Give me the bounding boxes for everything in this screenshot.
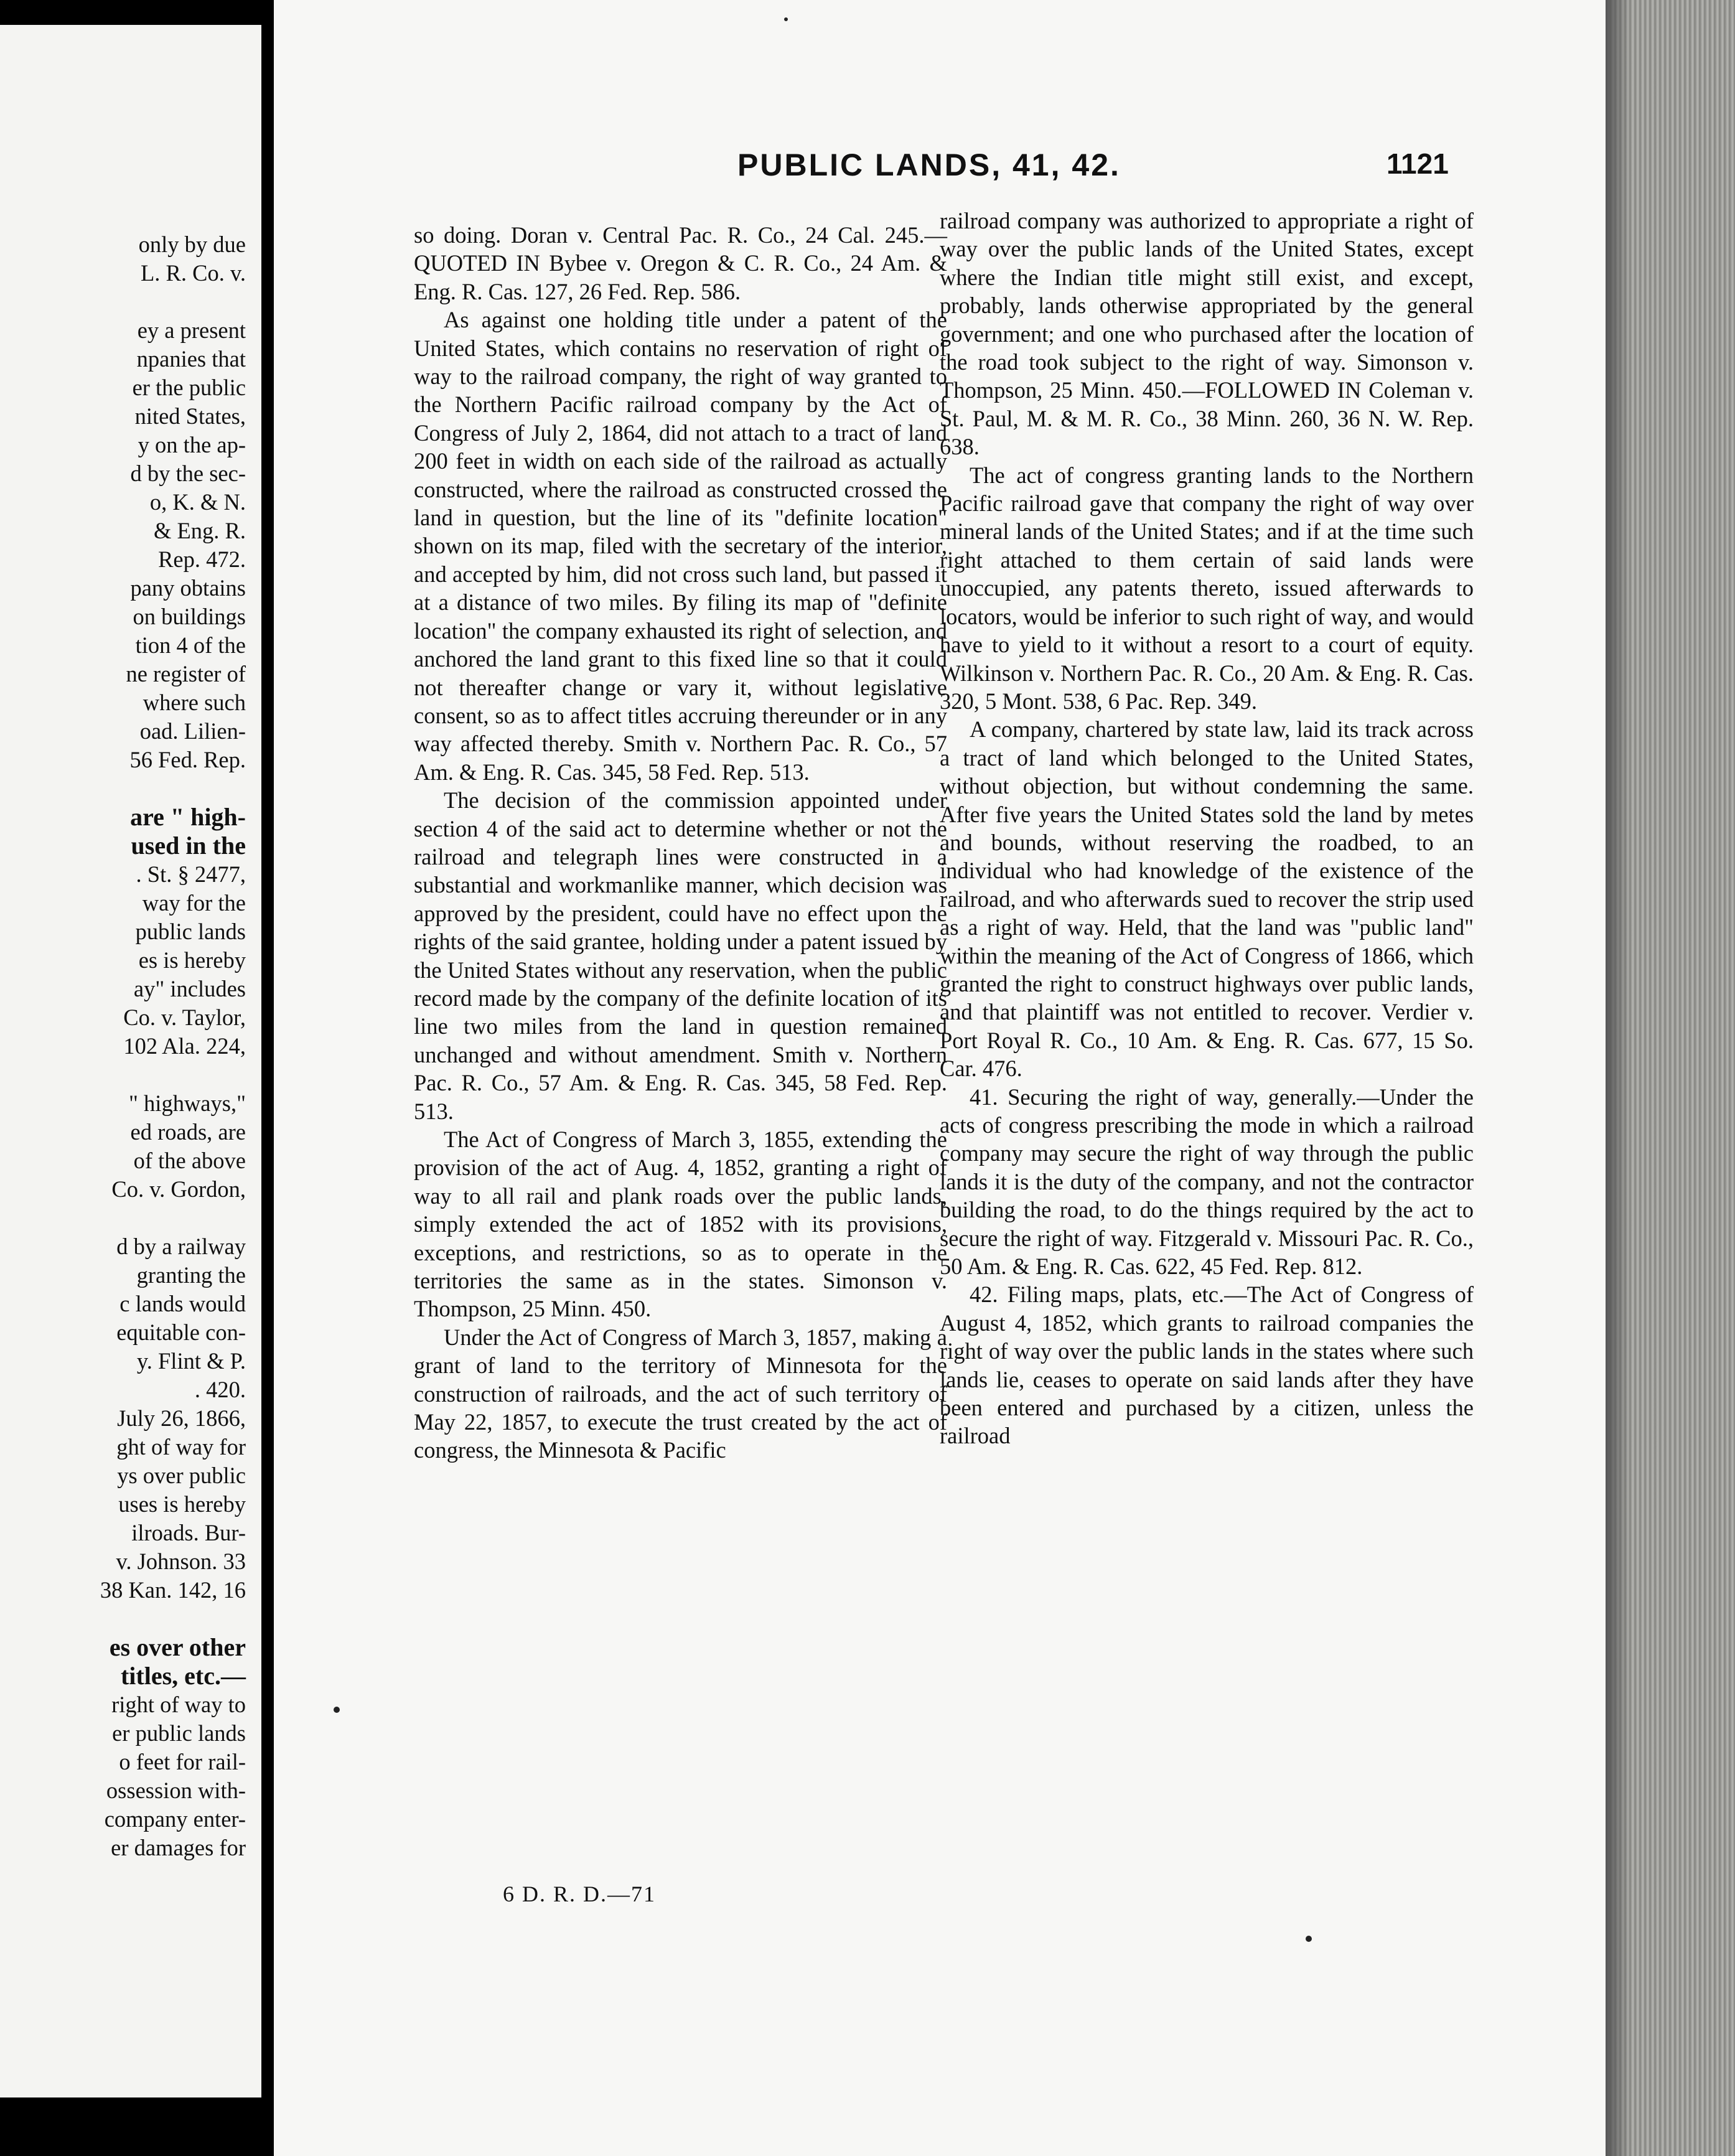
left-fragment-line: y. Flint & P. (136, 1348, 246, 1374)
left-fragment-line: " highways," (129, 1090, 246, 1116)
left-fragment-line: where such (143, 690, 246, 715)
left-fragment-line: July 26, 1866, (117, 1405, 246, 1431)
left-fragment-line (0, 774, 246, 803)
ink-dot (1306, 1936, 1312, 1942)
paragraph: The Act of Congress of March 3, 1855, extending the provision of the act of Aug. 4, 1852, granting a right of way to all rail and plank roads over the public lands, simply extended the act of 1852 with its provisions, exceptions, and restrictions, so as to operate in the territories the same as in the states. Simonson v. Thompson, 25 Minn. 450. (414, 1127, 947, 1322)
left-fragment-line: er damages for (111, 1835, 246, 1860)
left-fragment-line (0, 288, 246, 316)
left-fragment-line: o, K. & N. (149, 489, 246, 515)
left-fragment-line: ey a present (137, 317, 246, 343)
left-fragment-line: Co. v. Taylor, (123, 1005, 246, 1030)
left-fragment-line: ne register of (126, 661, 246, 687)
left-fragment-line: right of way to (111, 1692, 246, 1717)
left-fragment-line: ed roads, are (130, 1119, 246, 1145)
left-fragment-line: & Eng. R. (153, 518, 246, 543)
left-fragment-line: ossession with- (106, 1778, 246, 1803)
left-fragment-line: Rep. 472. (158, 546, 246, 572)
ink-dot (334, 1707, 340, 1713)
left-fragment-line: of the above (133, 1148, 246, 1173)
left-fragment-line: public lands (135, 919, 246, 944)
left-fragment-line: titles, etc.— (120, 1662, 246, 1690)
left-fragment-line: y on the ap- (138, 432, 246, 457)
paragraph: A company, chartered by state law, laid its track across a tract of land which belonged to the United States, without objection, but without condemning the same. After five years the United States sold the land by metes and bounds, without reserving the roadbed, to an individual who had knowledge of the existence of the railroad, and who afterwards sued to recover the strip used as a right of way. Held, that the land was "public land" within the meaning of the Act of Congress of 1866, which granted the right to construct highways over public lands, and that plaintiff was not entitled to recover. Verdier v. Port Royal R. Co., 10 Am. & Eng. R. Cas. 677, 15 So. Car. 476. (940, 716, 1474, 1082)
left-fragment-line: es over other (109, 1633, 246, 1661)
book-gutter (261, 0, 274, 2156)
left-fragment-line: granting the (136, 1262, 246, 1288)
left-fragment-line: only by due (138, 232, 246, 257)
section-42: 42. Filing maps, plats, etc.—The Act of Congress of August 4, 1852, which grants to railroad companies the right of way over the public lands in the states where such lands lie, ceases to operate on said lands after they have been entered and purchased by a citizen, unless the railroad (940, 1282, 1474, 1449)
left-fragment-line: d by a railway (116, 1234, 246, 1259)
left-fragment-line: equitable con- (116, 1319, 246, 1345)
paragraph: The decision of the commission appointed under section 4 of the said act to determine whether or not the railroad and telegraph lines were constructed in a substantial and workmanlike manner, which decision was approved by the president, could have no effect upon the rights of the said grantee, holding under a patent issued by the United States without any reservation, when the public record made by the company of the definite location of its line two miles from the land in question remained unchanged and without amendment. Smith v. Northern Pac. R. Co., 57 Am. & Eng. R. Cas. 345, 58 Fed. Rep. 513. (414, 787, 947, 1124)
left-fragment-line (0, 1061, 246, 1089)
left-fragment-line: ys over public (117, 1463, 246, 1488)
left-fragment-line: ay" includes (133, 976, 246, 1001)
left-fragment-line: ght of way for (116, 1434, 246, 1460)
left-fragment-line: es is hereby (138, 947, 246, 973)
left-fragment-line: on buildings (133, 604, 246, 629)
left-fragment-line: ilroads. Bur- (131, 1520, 246, 1545)
column-1 (414, 221, 947, 1465)
left-fragment-line: are " high- (130, 803, 246, 831)
left-fragment-line: npanies that (136, 346, 246, 372)
paragraph: so doing. Doran v. Central Pac. R. Co., 24 Cal. 245.—QUOTED IN Bybee v. Oregon & C. R. Co., 24 Am. & Eng. R. Cas. 127, 26 Fed. Rep. 586. (414, 222, 947, 304)
paragraph: Under the Act of Congress of March 3, 1857, making a grant of land to the territory of Minnesota for the construction of railroads, and the act of such territory of May 22, 1857, to execute the trust created by the act of congress, the Minnesota & Pacific (414, 1324, 947, 1463)
running-head: PUBLIC LANDS, 41, 42. (737, 148, 1121, 182)
left-page-fragments (0, 230, 246, 1862)
signature-mark: 6 D. R. D.—71 (503, 1882, 657, 1906)
paragraph: The act of congress granting lands to the Northern Pacific railroad gave that company the right of way over mineral lands of the United States; and if at the time such right attached to them certain of said lands were unoccupied, any patents thereto, issued afterwards to locators, would be inferior to such right of way, and would have to yield to it without a resort to a court of equity. Wilkinson v. Northern Pac. R. Co., 20 Am. & Eng. R. Cas. 320, 5 Mont. 538, 6 Pac. Rep. 349. (940, 462, 1474, 714)
left-fragment-line (0, 1204, 246, 1232)
left-fragment-line: er the public (132, 375, 246, 400)
left-fragment-line: 102 Ala. 224, (123, 1033, 246, 1059)
left-fragment-line: er public lands (112, 1720, 246, 1746)
column-2 (940, 207, 1474, 1450)
paragraph: As against one holding title under a patent of the United States, which contains no reservation of right of way to the railroad company, the right of way granted to the Northern Pacific railroad company by the Act of Congress of July 2, 1864, did not attach to a tract of land 200 feet in width on each side of the railroad as actually constructed, where the railroad as constructed crossed the land in question, but the line of its "definite location" shown on its map, filed with the secretary of the interior, and accepted by him, did not cross such land, but passed it at a distance of two miles. By filing its map of "definite location" the company exhausted its right of selection, and anchored the land grant to this fixed line so that it could not thereafter change or vary it, without legislative consent, so as to affect titles accruing thereunder or in any way affected thereby. Smith v. Northern Pac. R. Co., 57 Am. & Eng. R. Cas. 345, 58 Fed. Rep. 513. (414, 307, 947, 785)
page-edge-shadow (1606, 0, 1630, 2156)
left-fragment-line: . 420. (194, 1377, 246, 1402)
left-fragment-line: oad. Lilien- (139, 718, 246, 744)
page-number: 1121 (1387, 148, 1449, 180)
left-fragment-line: v. Johnson. 33 (116, 1549, 246, 1574)
section-41: 41. Securing the right of way, generally.—Under the acts of congress prescribing the mode in which a railroad company may secure the right of way through the public lands it is the duty of the company, and not the contractor building the road, to do the things required by the act to secure the right of way. Fitzgerald v. Missouri Pac. R. Co., 50 Am. & Eng. R. Cas. 622, 45 Fed. Rep. 812. (940, 1084, 1474, 1280)
left-fragment-line: Co. v. Gordon, (111, 1176, 246, 1202)
left-fragment-line: 38 Kan. 142, 16 (100, 1577, 246, 1603)
left-fragment-line: o feet for rail- (119, 1749, 246, 1774)
ink-dot (784, 17, 788, 21)
left-fragment-line: c lands would (119, 1291, 246, 1316)
left-fragment-line: uses is hereby (118, 1491, 246, 1517)
left-fragment-line: . St. § 2477, (136, 861, 246, 887)
left-fragment-line: way for the (142, 890, 246, 916)
left-fragment-line: pany obtains (130, 575, 246, 601)
left-fragment-line: d by the sec- (130, 461, 246, 486)
right-page (274, 0, 1606, 2156)
paragraph: railroad company was authorized to appropriate a right of way over the public lands of the United States, except where the Indian title might still exist, and except, probably, lands otherwise appropriated by the general government; and one who purchased after the location of the road took subject to the right of way. Simonson v. Thompson, 25 Minn. 450.—FOLLOWED IN Coleman v. St. Paul, M. & M. R. Co., 38 Minn. 260, 36 N. W. Rep. 638. (940, 208, 1474, 460)
left-fragment-line: 56 Fed. Rep. (129, 747, 246, 772)
left-fragment-line: tion 4 of the (135, 632, 246, 658)
left-fragment-line: L. R. Co. v. (141, 260, 246, 286)
left-page (0, 25, 261, 2097)
page-header (274, 147, 1606, 190)
left-fragment-line (0, 1605, 246, 1633)
left-fragment-line: nited States, (134, 403, 246, 429)
left-fragment-line: used in the (131, 832, 246, 860)
left-fragment-line: company enter- (104, 1806, 246, 1832)
